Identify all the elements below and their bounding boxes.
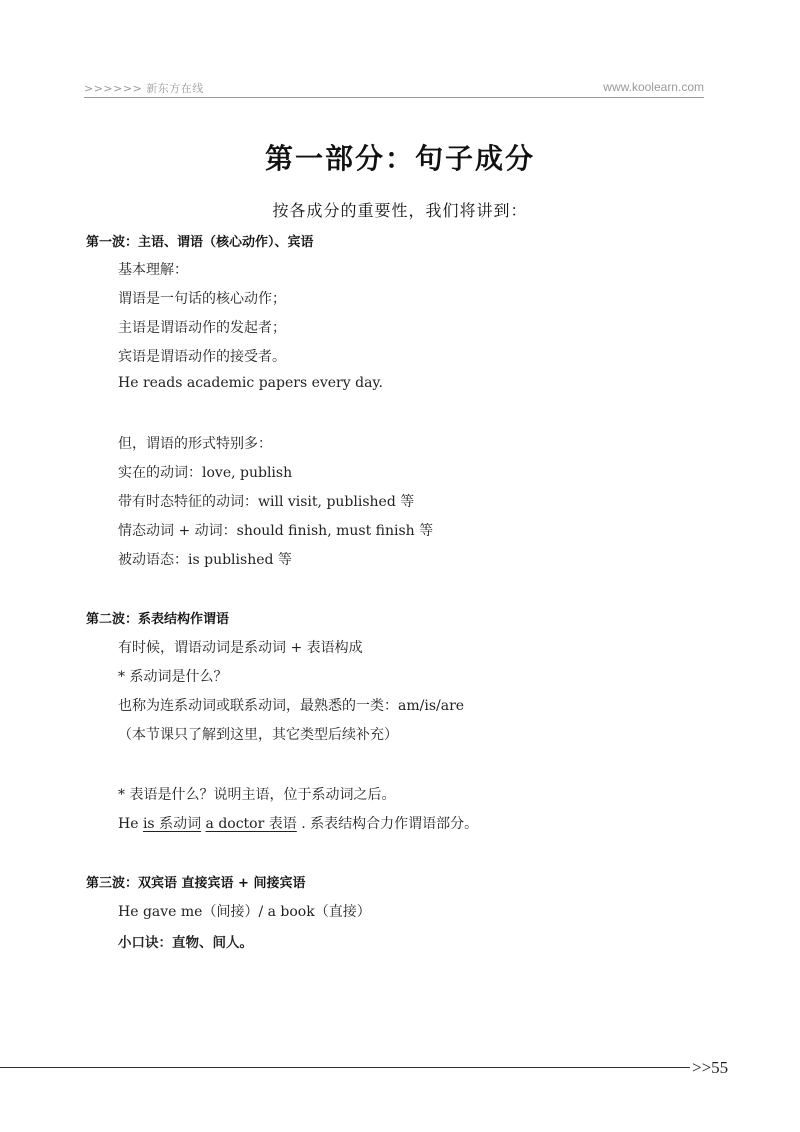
wave2-line: 有时候，谓语动词是系动词 + 表语构成 <box>118 640 363 656</box>
wave1-line: 实在的动词：love, publish <box>118 465 293 481</box>
wave1-line: 主语是谓语动作的发起者； <box>118 320 286 336</box>
page-title: 第一部分：句子成分 <box>264 142 535 175</box>
header-url: www.koolearn.com <box>603 80 704 94</box>
wave2-line: * 系动词是什么？ <box>118 669 228 685</box>
wave1-line: 基本理解： <box>118 262 188 278</box>
example-rest: . 系表结构合力作谓语部分。 <box>301 816 479 832</box>
example-linking-verb: is 系动词 <box>142 816 202 832</box>
page-header <box>84 78 704 98</box>
footer-rule <box>0 1067 690 1068</box>
wave2-heading: 第二波：系表结构作谓语 <box>86 612 230 627</box>
page-number: >>55 <box>692 1058 729 1077</box>
page-subtitle: 按各成分的重要性，我们将讲到： <box>272 201 528 220</box>
wave3-heading: 第三波：双宾语 直接宾语 + 间接宾语 <box>86 876 306 891</box>
wave1-example: He reads academic papers every day. <box>118 375 383 391</box>
wave2-line: 也称为连系动词或联系动词，最熟悉的一类：am/is/are <box>118 698 465 714</box>
wave1-line: 但，谓语的形式特别多： <box>118 436 272 452</box>
example-predicative: a doctor 表语 <box>205 816 297 832</box>
wave2-line: （本节课只了解到这里，其它类型后续补充） <box>118 727 398 743</box>
wave1-line: 谓语是一句话的核心动作； <box>118 291 286 307</box>
wave2-line: * 表语是什么？说明主语，位于系动词之后。 <box>118 787 396 803</box>
wave1-line: 情态动词 + 动词：should finish, must finish 等 <box>118 523 434 539</box>
wave3-example: He gave me（间接）/ a book（直接） <box>118 904 371 920</box>
wave1-line: 被动语态：is published 等 <box>118 552 292 568</box>
header-brand: >>>>>> 新东方在线 <box>84 82 204 95</box>
wave1-heading: 第一波：主语、谓语（核心动作）、宾语 <box>86 235 314 250</box>
wave1-line: 带有时态特征的动词：will visit, published 等 <box>118 494 415 510</box>
example-subject: He <box>118 816 139 832</box>
wave3-mnemonic: 小口诀：直物、间人。 <box>118 935 253 951</box>
wave1-line: 宾语是谓语动作的接受者。 <box>118 349 286 365</box>
wave2-example <box>118 813 478 833</box>
